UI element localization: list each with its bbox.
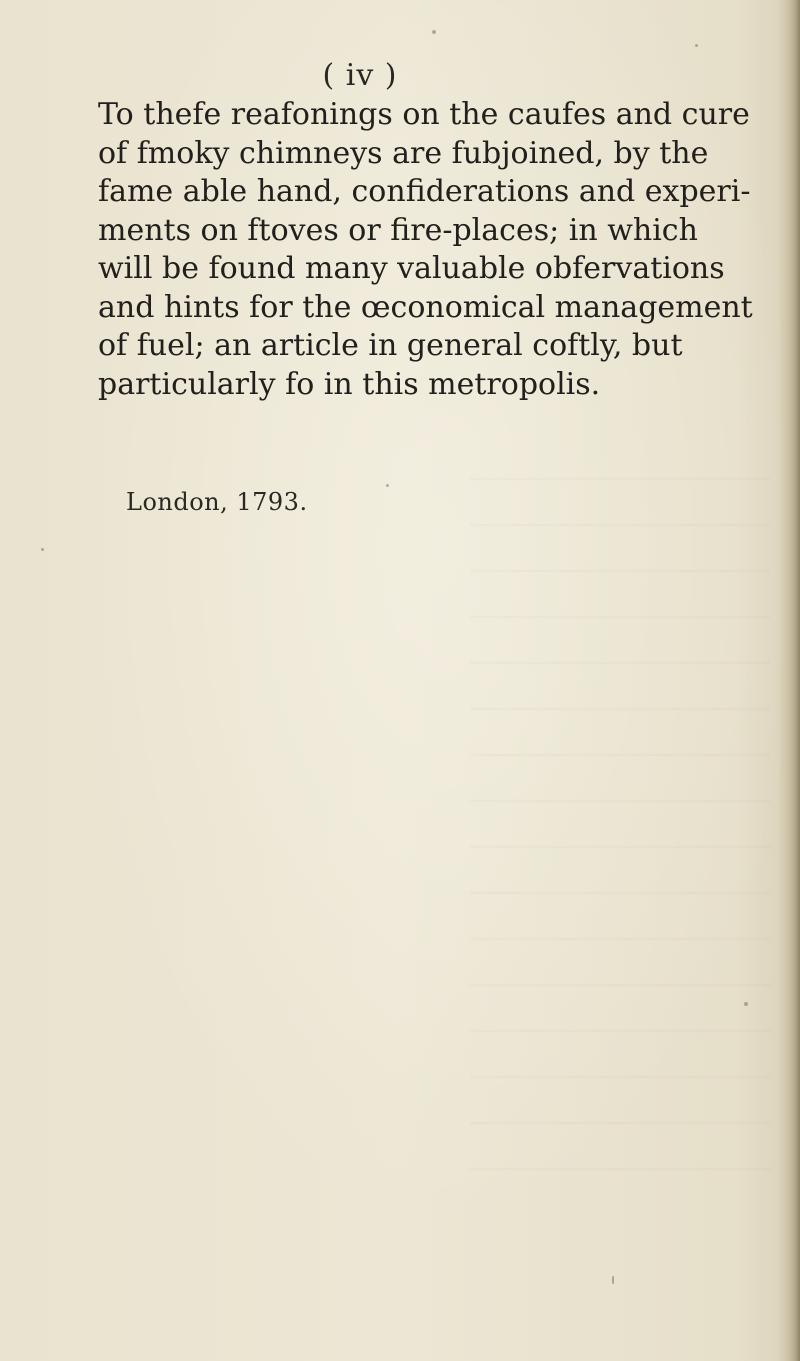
paragraph-line: fame able hand, confiderations and experi- — [98, 174, 751, 209]
paper-speck — [386, 484, 389, 487]
paragraph-line: of fuel; an article in general coftly, but — [98, 328, 683, 363]
paper-speck — [695, 44, 698, 47]
paragraph-line: ments on ftoves or fire-places; in which — [98, 212, 698, 248]
page-number — [0, 58, 800, 93]
paragraph-line: of fmoky chimneys are fubjoined, by the — [98, 135, 709, 171]
paper-speck — [744, 1002, 748, 1006]
paper-speck — [612, 1276, 614, 1284]
page-number-text: ( iv ) — [322, 58, 398, 93]
paragraph-line: and hints for the œconomical management — [98, 289, 753, 325]
paragraph — [98, 96, 778, 404]
paragraph-line: will be found many valuable obfervations — [98, 251, 725, 286]
imprint-line: London, 1793. — [126, 488, 308, 516]
paragraph-line: particularly fo in this metropolis. — [98, 366, 601, 402]
page-edge-shadow — [778, 0, 800, 1361]
paragraph-line: To thefe reafonings on the caufes and cure — [98, 97, 750, 132]
paper-speck — [41, 548, 44, 551]
show-through-texture — [470, 470, 770, 1170]
paper-speck — [432, 30, 436, 34]
